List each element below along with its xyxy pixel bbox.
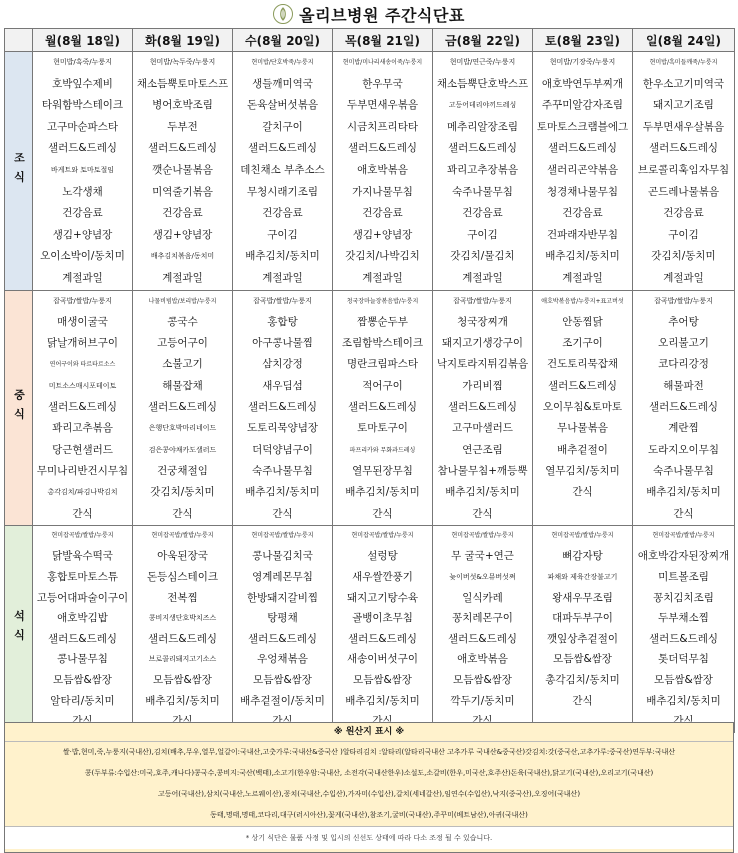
- menu-item: 건강음료: [162, 207, 203, 220]
- menu-item: 모듬쌈&쌈장: [654, 673, 713, 686]
- weekly-menu-table: [4, 28, 735, 733]
- menu-item: 홍합탕: [267, 315, 298, 328]
- menu-item: 꽁치레몬구이: [452, 612, 513, 625]
- menu-item: 아구콩나물찜: [252, 337, 313, 350]
- menu-item: 샐러드&드레싱: [347, 401, 418, 414]
- menu-item: 은행단호박마리네이드: [148, 424, 217, 433]
- menu-item: 애호박볶음밥/누룽지+표고버섯: [541, 297, 624, 305]
- menu-item: 돈육살버섯볶음: [246, 99, 318, 112]
- menu-cell: [233, 52, 333, 291]
- menu-item: 고등어대파술이구이: [36, 591, 129, 604]
- menu-item: 무미나리반건시무침: [36, 464, 129, 477]
- menu-item: 애호박볶음: [457, 653, 508, 666]
- menu-item: 잡곡밥/쌀밥/누룽지: [253, 296, 312, 305]
- menu-item: 짬뽕순두부: [357, 315, 408, 328]
- menu-item: 생김+양념장: [52, 228, 113, 241]
- menu-item: 고구마순파스타: [46, 120, 118, 133]
- menu-item: 구이김: [467, 228, 498, 241]
- menu-item: 일식카레: [462, 591, 503, 604]
- menu-item: 고등어데리야끼드레싱: [448, 101, 517, 110]
- menu-item: 간식: [72, 507, 93, 520]
- menu-item: 한방돼지갈비찜: [246, 591, 318, 604]
- menu-item: 콩나물무침: [57, 653, 108, 666]
- menu-item: 파프리카와 무화과드레싱: [349, 446, 416, 454]
- menu-item: 깍두기/동치미: [450, 694, 515, 707]
- menu-item: 병어호박조림: [152, 99, 213, 112]
- menu-item: 건강음료: [62, 207, 103, 220]
- menu-cell: [333, 52, 433, 291]
- menu-item: 연어구이와 타르타르소스: [49, 361, 116, 369]
- menu-cell: [433, 525, 533, 732]
- menu-item: 현미밥/미나리새송이죽/누룽지: [342, 59, 423, 66]
- origin-line: 동태,명태,명태,코다리,대구(러시아산),꽃게(국내산),참조기,굴비(국내산),주꾸미(베트남산),아귀(국내산): [210, 811, 528, 819]
- menu-item: 계절과일: [562, 271, 603, 284]
- menu-item: 샐러드&드레싱: [547, 379, 618, 392]
- menu-item: 계절과일: [62, 271, 103, 284]
- menu-item: 샐러드&드레싱: [147, 142, 218, 155]
- menu-item: 배추김치/동치미: [646, 694, 721, 707]
- day-header: 월(8월 18일): [33, 29, 133, 52]
- menu-item: 모듬쌈&쌈장: [253, 673, 312, 686]
- menu-item: 갓김치/물김치: [450, 250, 515, 263]
- menu-item: 연근조림: [462, 443, 503, 456]
- menu-item: 돼지고기생강구이: [441, 337, 524, 350]
- menu-item: 갓김치/동치미: [150, 486, 215, 499]
- menu-item: 데친채소 부추소스: [240, 163, 325, 176]
- menu-item: 현미잡곡밥/쌀밥/누룽지: [51, 531, 114, 539]
- menu-item: 돼지고기탕수육: [346, 591, 418, 604]
- menu-cell: [333, 525, 433, 732]
- menu-item: 해물파전: [663, 379, 704, 392]
- menu-item: 생김+양념장: [152, 228, 213, 241]
- menu-item: 참나물무침+깨등뿍: [437, 464, 528, 477]
- menu-item: 골뱅이초무침: [352, 612, 413, 625]
- menu-item: 코다리강정: [658, 358, 709, 371]
- menu-item: 구이김: [668, 228, 699, 241]
- menu-item: 현미밥/흑죽/누룽지: [53, 58, 112, 66]
- menu-item: 미트소스매시포테이토: [48, 381, 117, 390]
- menu-item: 배추김치/동치미: [145, 694, 220, 707]
- menu-item: 간식: [472, 507, 493, 520]
- menu-item: 건강음료: [663, 207, 704, 220]
- day-header: 금(8월 22일): [433, 29, 533, 52]
- menu-item: 나물비빔밥/보리밥/누룽지: [148, 297, 217, 305]
- menu-item: 두부면새우살볶음: [642, 120, 725, 133]
- dinner-row: [5, 525, 735, 732]
- header: [0, 0, 738, 28]
- menu-item: 간식: [372, 507, 393, 520]
- menu-item: 현미밥/기장죽/누룽지: [549, 58, 616, 66]
- breakfast-row: [5, 52, 735, 291]
- menu-item: 샐러드&드레싱: [648, 632, 719, 645]
- menu-item: 설렁탕: [367, 550, 398, 563]
- menu-item: 검은콩야채카도샐러드: [148, 445, 217, 454]
- origin-line: 고등어(국내산),삼치(국내산,노르웨이산),꽁치(국내산,수입산),가자미(수입산),갈치(세네갈산),임연수(수입산),낙지(중국산),오징어(국내산): [157, 790, 581, 798]
- menu-item: 배추김치/동치미: [245, 250, 320, 263]
- meal-label-breakfast: 조식: [5, 52, 33, 291]
- menu-item: 새송이버섯구이: [346, 653, 418, 666]
- day-header: 목(8월 21일): [333, 29, 433, 52]
- menu-item: 건강음료: [362, 207, 403, 220]
- menu-item: 계란찜: [668, 422, 699, 435]
- menu-cell: [133, 525, 233, 732]
- menu-cell: [633, 525, 735, 732]
- menu-item: 더덕양념구이: [252, 443, 313, 456]
- menu-item: 건강음료: [262, 207, 303, 220]
- menu-item: 건파래자반무침: [546, 228, 618, 241]
- menu-item: 간식: [272, 507, 293, 520]
- menu-cell: [233, 525, 333, 732]
- menu-item: 아욱된장국: [157, 550, 208, 563]
- menu-cell: [33, 525, 133, 732]
- menu-item: 한우무국: [362, 77, 403, 90]
- menu-item: 총각김치/파김나박김치: [47, 488, 118, 497]
- menu-item: 배추김치/동치미: [646, 486, 721, 499]
- menu-item: 노각생채: [62, 185, 103, 198]
- menu-item: 무청시래기조림: [246, 185, 318, 198]
- menu-item: 샐러드&드레싱: [247, 142, 318, 155]
- meal-label-dinner: 석식: [5, 525, 33, 732]
- menu-item: 배추겉절이/동치미: [240, 694, 325, 707]
- menu-item: 샐러드&드레싱: [47, 632, 118, 645]
- menu-item: 무나물볶음: [557, 422, 608, 435]
- menu-item: 간식: [572, 694, 593, 707]
- menu-item: 잡곡밥/쌀밥/누룽지: [53, 296, 112, 305]
- menu-item: 늦이버섯&오뮤버섯쪄: [449, 572, 516, 581]
- menu-item: 샐러드&드레싱: [547, 142, 618, 155]
- menu-item: 애호박감자된장찌개: [637, 550, 730, 563]
- origin-section: [4, 722, 734, 853]
- menu-item: 숙주나물무침: [452, 185, 513, 198]
- menu-item: 배추김치/동치미: [245, 486, 320, 499]
- menu-item: 메추리알장조림: [446, 120, 518, 133]
- menu-cell: [433, 52, 533, 291]
- menu-item: 현미밥/연근죽/누룽지: [449, 58, 516, 66]
- menu-item: 건강음료: [462, 207, 503, 220]
- menu-item: 샐러드&드레싱: [147, 401, 218, 414]
- menu-item: 모듬쌈&쌈장: [453, 673, 512, 686]
- menu-item: 꽈리고추볶음: [52, 422, 113, 435]
- menu-item: 배추김치볶음/동치미: [150, 252, 215, 261]
- day-header: 화(8월 19일): [133, 29, 233, 52]
- day-header: 수(8월 20일): [233, 29, 333, 52]
- menu-item: 건도토리묵잡채: [546, 358, 618, 371]
- menu-item: 고등어구이: [157, 337, 208, 350]
- menu-item: 현미밥/단호박죽/누룽지: [251, 59, 314, 66]
- menu-item: 간식: [673, 507, 694, 520]
- menu-item: 갈치구이: [262, 120, 303, 133]
- menu-item: 바게트와 토마토절임: [50, 165, 115, 174]
- menu-item: 현미밥/흑미들깨죽/누룽지: [649, 59, 718, 66]
- menu-cell: [533, 52, 633, 291]
- menu-item: 샐러드&드레싱: [447, 401, 518, 414]
- menu-item: 파채와 제육간장불고기: [547, 572, 618, 581]
- menu-item: 미역줄기볶음: [152, 185, 213, 198]
- menu-item: 현미잡곡밥/쌀밥/누룽지: [652, 531, 715, 539]
- menu-item: 현미잡곡밥/쌀밥/누룽지: [351, 531, 414, 539]
- menu-item: 열무김치/동치미: [545, 464, 620, 477]
- menu-item: 안동찜닭: [562, 315, 603, 328]
- menu-item: 샐러드&드레싱: [648, 401, 719, 414]
- menu-item: 톳더덕무침: [658, 653, 709, 666]
- menu-cell: [333, 290, 433, 525]
- menu-item: 현미잡곡밥/쌀밥/누룽지: [551, 531, 614, 539]
- menu-item: 간식: [572, 486, 593, 499]
- menu-item: 닭날개허브구이: [46, 337, 118, 350]
- menu-item: 꽈리고추장볶음: [446, 163, 518, 176]
- menu-item: 샐러리곤약볶음: [546, 163, 618, 176]
- menu-cell: [33, 290, 133, 525]
- menu-item: 샐러드&드레싱: [648, 142, 719, 155]
- day-header: 일(8월 24일): [633, 29, 735, 52]
- menu-item: 새우딤섬: [262, 379, 303, 392]
- menu-item: 가지나물무침: [352, 185, 413, 198]
- menu-item: 계절과일: [362, 271, 403, 284]
- menu-item: 삼치강정: [262, 358, 303, 371]
- menu-item: 갓김치/나박김치: [345, 250, 420, 263]
- menu-item: 가리비찜: [462, 379, 503, 392]
- menu-item: 애호박김밥: [57, 612, 108, 625]
- menu-item: 애호박볶음: [357, 163, 408, 176]
- menu-item: 한우소고기미역국: [642, 77, 725, 90]
- menu-item: 명란크림파스타: [346, 358, 418, 371]
- menu-item: 숙주나물무침: [252, 464, 313, 477]
- menu-item: 콩국수: [167, 315, 198, 328]
- menu-item: 갓김치/동치미: [651, 250, 716, 263]
- menu-item: 고구마샐러드: [452, 422, 513, 435]
- olive-logo-icon: [273, 4, 293, 24]
- menu-cell: [33, 52, 133, 291]
- menu-item: 영계레몬무침: [252, 570, 313, 583]
- menu-item: 현미밥/녹두죽/누룽지: [149, 58, 216, 66]
- menu-item: 토마토구이: [357, 422, 408, 435]
- menu-item: 샐러드&드레싱: [147, 632, 218, 645]
- menu-item: 샐러드&드레싱: [347, 142, 418, 155]
- menu-item: 배추김치/동치미: [345, 694, 420, 707]
- menu-item: 도토리묵양념장: [246, 422, 318, 435]
- menu-item: 샐러드&드레싱: [447, 632, 518, 645]
- menu-item: 현미잡곡밥/쌀밥/누룽지: [451, 531, 514, 539]
- menu-item: 샐러드&드레싱: [247, 401, 318, 414]
- menu-item: 샐러드&드레싱: [47, 401, 118, 414]
- menu-item: 적어구이: [362, 379, 403, 392]
- menu-item: 토마토스크램블에그: [536, 120, 629, 133]
- menu-item: 돈등심스테이크: [146, 570, 218, 583]
- menu-cell: [533, 290, 633, 525]
- menu-item: 새우쌀깐풍기: [352, 570, 413, 583]
- menu-item: 시금치프리타타: [346, 120, 418, 133]
- menu-item: 계절과일: [162, 271, 203, 284]
- menu-item: 샐러드&드레싱: [347, 632, 418, 645]
- menu-cell: [133, 52, 233, 291]
- menu-item: 숙주나물무침: [653, 464, 714, 477]
- menu-item: 잡곡밥/쌀밥/누룽지: [453, 296, 512, 305]
- menu-item: 건강음료: [562, 207, 603, 220]
- menu-item: 샐러드&드레싱: [447, 142, 518, 155]
- menu-item: 당근현샐러드: [52, 443, 113, 456]
- menu-item: 탕평채: [267, 612, 298, 625]
- menu-item: 도라지오이무침: [647, 443, 719, 456]
- origin-title: ※ 원산지 표시 ※: [5, 723, 733, 742]
- menu-item: 배추겉절이: [557, 443, 608, 456]
- menu-item: 조기구이: [562, 337, 603, 350]
- menu-item: 샐러드&드레싱: [247, 632, 318, 645]
- menu-cell: [433, 290, 533, 525]
- origin-line: 쌀·밥,현미,죽,누룽지(국내산),김치(배추,무우,열무,얼갈이:국내산,고춧가루:국내산&중국산 )알타리김치 :알타리(알타리국내산 고추가루 국내산&중국산)갓김치:갓(중국산,고추가루:중국산)연두부:국내산: [62, 748, 676, 756]
- menu-item: 꽁치김치조림: [653, 591, 714, 604]
- menu-item: 대파두부구이: [552, 612, 613, 625]
- menu-item: 뼈감자탕: [562, 550, 603, 563]
- menu-item: 두부전: [167, 120, 198, 133]
- day-header: 토(8월 23일): [533, 29, 633, 52]
- menu-item: 곤드레나물볶음: [647, 185, 719, 198]
- menu-item: 왕새우무조림: [552, 591, 613, 604]
- menu-item: 간식: [172, 507, 193, 520]
- menu-item: 깻잎상추겉절이: [546, 632, 618, 645]
- menu-item: 모듬쌈&쌈장: [153, 673, 212, 686]
- menu-cell: [633, 52, 735, 291]
- menu-item: 브로콜리훅임자무침: [637, 163, 730, 176]
- menu-item: 생김+양념장: [352, 228, 413, 241]
- menu-item: 청국장찌개: [457, 315, 508, 328]
- menu-cell: [633, 290, 735, 525]
- menu-item: 현미잡곡밥/쌀밥/누룽지: [251, 531, 314, 539]
- menu-item: 브로콜리돼지고기소스: [148, 655, 217, 664]
- menu-item: 우엉채볶음: [257, 653, 308, 666]
- menu-cell: [133, 290, 233, 525]
- menu-item: 샐러드&드레싱: [47, 142, 118, 155]
- menu-item: 계절과일: [663, 271, 704, 284]
- menu-item: 배추김치/동치미: [345, 486, 420, 499]
- meal-label-lunch: 중식: [5, 290, 33, 525]
- menu-item: 모듬쌈&쌈장: [353, 673, 412, 686]
- menu-item: 건궁채절임: [157, 464, 208, 477]
- menu-item: 두부채소찜: [658, 612, 709, 625]
- menu-item: 두부면새우볶음: [346, 99, 418, 112]
- page-title: 올리브병원 주간식단표: [299, 5, 465, 25]
- menu-item: 깻순나물볶음: [152, 163, 213, 176]
- menu-item: 모듬쌈&쌈장: [553, 653, 612, 666]
- menu-item: 매생이굴국: [57, 315, 108, 328]
- menu-item: 홍합토마토스튜: [46, 570, 118, 583]
- corner-cell: [5, 29, 33, 52]
- menu-item: 소불고기: [162, 358, 203, 371]
- menu-item: 총각김치/동치미: [545, 673, 620, 686]
- menu-item: 모듬쌈&쌈장: [53, 673, 112, 686]
- menu-item: 채소듬뿍토마토스프: [136, 77, 229, 90]
- menu-item: 오이무침&토마토: [542, 401, 623, 414]
- lunch-row: [5, 290, 735, 525]
- menu-item: 애호박연두부찌개: [541, 77, 624, 90]
- menu-item: 타워함박스테이크: [41, 99, 124, 112]
- menu-item: 잡곡밥/쌀밥/누룽지: [654, 296, 713, 305]
- menu-item: 계절과일: [462, 271, 503, 284]
- menu-cell: [533, 525, 633, 732]
- menu-item: 추어탕: [668, 315, 699, 328]
- menu-item: 돼지고기조림: [653, 99, 714, 112]
- menu-item: 청경채나물무침: [546, 185, 618, 198]
- menu-item: 해물잡채: [162, 379, 203, 392]
- menu-item: 콩비지생단호박치즈스: [148, 614, 217, 623]
- menu-item: 닭발육수떡국: [52, 550, 113, 563]
- menu-item: 콩나물김치국: [252, 550, 313, 563]
- menu-cell: [233, 290, 333, 525]
- menu-item: 조림함박스테이크: [341, 337, 424, 350]
- menu-item: 계절과일: [262, 271, 303, 284]
- menu-item: 주꾸미알감자조림: [541, 99, 624, 112]
- menu-item: 배추김치/동치미: [445, 486, 520, 499]
- menu-item: 알타리/동치미: [50, 694, 115, 707]
- menu-item: 낙지토라지튀김볶음: [436, 358, 529, 371]
- menu-item: 무 굴국+연근: [451, 550, 514, 563]
- menu-item: 전복찜: [167, 591, 198, 604]
- origin-line: 콩(두부류:수입산:미국,호주,캐나다)콩국수,콩비지:국산(백태),소고기(한우암:국내산, 소전각(국내산한우)소설도,소갈비(한우,미국산,호주산)돈육(국내산),닭고기(국내산),오리고기(국내산): [84, 769, 654, 777]
- menu-item: 오리불고기: [658, 337, 709, 350]
- menu-item: 현미잡곡밥/쌀밥/누룽지: [151, 531, 214, 539]
- menu-item: 오이소박이/동치미: [40, 250, 125, 263]
- menu-item: 청국장마늘장볶음밥/누룽지: [346, 297, 419, 305]
- menu-item: 배추김치/동치미: [545, 250, 620, 263]
- menu-item: 열무된장무침: [352, 464, 413, 477]
- menu-item: 미트볼조림: [658, 570, 709, 583]
- menu-item: 채소듬뿍단호박스프: [436, 77, 529, 90]
- menu-item: 구이김: [267, 228, 298, 241]
- menu-item: 생들깨미역국: [252, 77, 313, 90]
- footnote: * 상기 식단은 물품 사정 및 입시의 신선도 상태에 따라 다소 조정 될 수 있습니다.: [5, 826, 733, 849]
- menu-item: 호박잎수제비: [52, 77, 113, 90]
